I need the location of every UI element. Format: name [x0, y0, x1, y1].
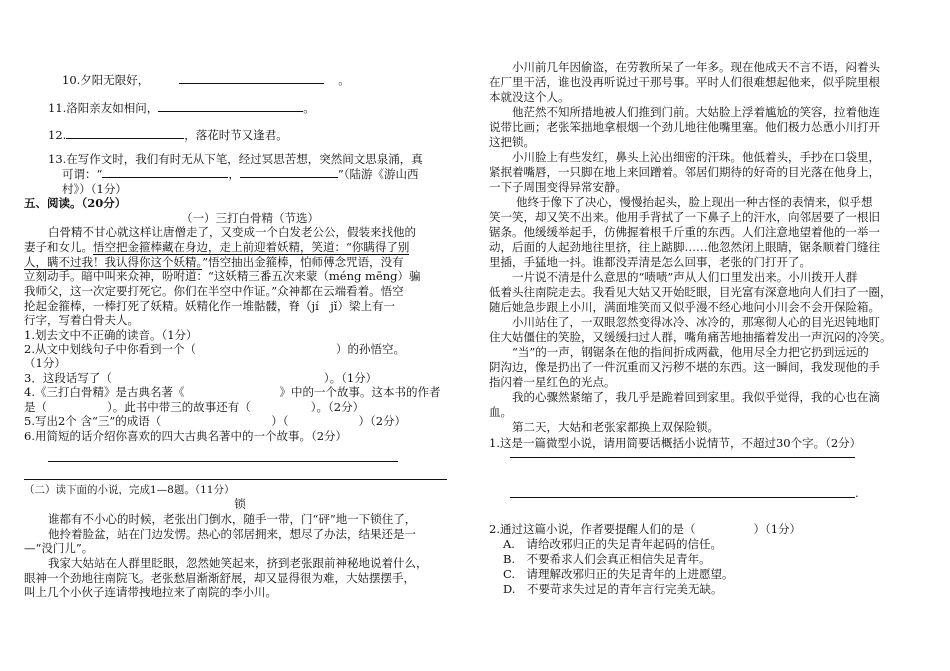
story-line: 一片说不清是什么意思的“啧啧”声从人们口里发出来。小川拨开人群 — [512, 270, 858, 284]
story-line: 小川脸上有些发红，鼻头上沁出细密的汗珠。他低着头，手抄在口袋里， — [512, 150, 880, 164]
story-line: 他茫然不知所措地被人们推到门前。大姑脸上浮着尴尬的笑容，拉着他连 — [512, 105, 880, 119]
answer-blank[interactable] — [102, 167, 228, 178]
question-13-line1: 13.在写作文时，我们有时无从下笔，经过冥思苦想，突然间文思泉涌，真 — [48, 152, 423, 166]
answer-line-end-period: . — [855, 486, 859, 500]
story-line: 住大姑僵住的笑脸，又缓缓扫过人群，嘴角痛苦地抽搐着发出一声沉闷的冷笑。 — [489, 330, 892, 344]
question-10: 10.夕阳无限好， 。 — [62, 73, 350, 87]
reading-question-3: 3．这段话写了（ ）。（1分） — [24, 371, 378, 385]
passage-line: 我师父，这一次定要打死它。你们在半空中作证。”众神都在云端看着。悟空 — [24, 284, 404, 298]
underlined-sentence: 悟空把金箍棒藏在身边，走上前迎着妖精，笑道：“你瞒得了别 — [93, 240, 410, 254]
story-line: 指闪着一星红色的光点。 — [489, 375, 616, 389]
question-13-line2: 可谓：“ ， ”（陆游《游山西 — [62, 167, 419, 181]
story-line: 这把锁。 — [489, 135, 535, 149]
story-line: 紧抿着嘴唇，一只脚在地上来回蹭着。邻居们期待的好奇的目光落在他身上， — [489, 165, 880, 179]
story-line: 锯条。他缓缓举起手，仿佛握着根千斤重的东西。人们注意地望着他的一举一 — [489, 225, 880, 239]
reading-question-6: 6.用简短的话介绍你喜欢的四大古典名著中的一个故事。（2分） — [24, 429, 348, 443]
story-line: 我家大姑站在人群里眨眼，忽然她笑起来，挤到老张跟前神秘地说着什么， — [48, 556, 428, 570]
part2-intro: （二）读下面的小说，完成1—8题。（11分） — [24, 484, 235, 496]
question-11: 11.洛阳亲友如相问， 。 — [48, 101, 315, 115]
reading-question-1: 1.划去文中不正确的读音。（1分） — [24, 328, 198, 342]
option-c[interactable]: C. 请理解改邪归正的失足青年的上进愿望。 — [503, 567, 734, 581]
story-line: 血。 — [489, 405, 512, 419]
passage-line: 行字，写着白骨夫人。 — [24, 313, 139, 327]
reading-question-5: 5.写出2个 含“三”的成语（ ）（ ）（2分） — [24, 414, 407, 428]
story-question-2: 2.通过这篇小说，作者要提醒人们的是（ ）（1分） — [489, 522, 802, 536]
reading-question-2-score: （1分） — [24, 356, 66, 370]
answer-line[interactable] — [510, 497, 855, 498]
passage-line: 白骨精不甘心就这样让唐僧走了，又变成一个白发老公公，假装来找他的 — [48, 225, 416, 239]
reading-question-2: 2.从文中划线句子中你看到一个（ ）的孙悟空。 — [24, 342, 405, 356]
story-line: 眼神一个劲地往南院飞。老张愁眉渐渐舒展，却又显得很为难，大姑摆摆手， — [24, 571, 415, 585]
reading-question-4-cont: 是（ ）。此书中带三的故事还有（ ）。（2分） — [24, 400, 365, 414]
passage-title: （一）三打白骨精（节选） — [181, 211, 319, 225]
story-line: 小川站住了，一双眼忽然变得冰冷、冰冷的，那寒彻人心的目光迟钝地盯 — [512, 315, 880, 329]
story-line: 笑一笑，却又笑不出来。他用手背拭了一下鼻子上的汗水，向邻居要了一根旧 — [489, 210, 880, 224]
story-line: 他拎着脸盆，站在门边发愣。热心的邻居拥来，想尽了办法，结果还是一 — [48, 527, 416, 541]
story-line: 谁都有不小心的时候，老张出门倒水，随手一带，门“砰”地一下锁住了， — [48, 512, 417, 526]
story-line: 动，后面的人起劲地往里挤，往上踮脚……他忽然闭上眼睛，锯条顺着门缝往 — [489, 240, 880, 254]
story-line: 里插，手猛地一抖。谁都没弄清是怎么回事，老张的门打开了。 — [489, 255, 811, 269]
story-line: 他终于像下了决心，慢慢抬起头，脸上现出一种古怪的表情来，似乎想 — [516, 195, 873, 209]
story-line: 第二天，大姑和老张家都换上双保险锁。 — [512, 420, 719, 434]
answer-blank[interactable] — [66, 128, 184, 139]
underlined-sentence: 人，瞒不过我！我认得你这个妖精。 — [24, 255, 203, 269]
reading-question-4: 4.《三打白骨精》是古典名著《 》中的一个故事。这本书的作者 — [24, 385, 441, 399]
passage-line: 抡起金箍棒，一棒打死了妖精。妖精化作一堆骷髅，脊（jí jǐ）梁上有一 — [24, 299, 395, 313]
passage-line: 妻子和女儿。悟空把金箍棒藏在身边，走上前迎着妖精，笑道：“你瞒得了别 — [24, 240, 410, 254]
story-line: 一下子周围变得异常安静。 — [489, 180, 627, 194]
question-12: 12. ，落花时节又逢君。 — [48, 128, 288, 142]
story-line: 小川前几年因偷盗，在劳教所呆了一年多。现在他成天不言不语，闷着头 — [512, 60, 880, 74]
answer-blank[interactable] — [240, 167, 338, 178]
story-line: “当”的一声，钢锯条在他的指间折成两截，他用尽全力把它扔到远远的 — [512, 345, 869, 359]
divider — [24, 479, 447, 480]
option-b[interactable]: B. 不要希求人们会真正相信失足青年。 — [503, 552, 711, 566]
story-line: 低着头往南院走去。我看见大姑又开始眨眼，目光富有深意地向人们扫了一圈， — [489, 285, 892, 299]
story-line: 叫上几个小伙子连请带拽地拉来了南院的李小川。 — [24, 585, 277, 599]
story-line: 说带比画；老张笨拙地拿根烟一个劲儿地往他嘴里塞。他们极力怂恿小川打开 — [489, 120, 880, 134]
answer-line[interactable] — [510, 457, 855, 458]
story-title: 锁 — [234, 497, 246, 511]
option-a[interactable]: A. 请给改邪归正的失足青年起码的信任。 — [503, 537, 722, 551]
story-line: —“没门儿”。 — [24, 541, 94, 555]
passage-line: 立刻动手。暗中叫来众神，吩咐道：“这妖精三番五次来蒙（méng mēng）骗 — [24, 269, 421, 283]
option-d[interactable]: D. 不要苛求失过足的青年言行完美无缺。 — [503, 582, 723, 596]
story-line: 本就没这个人。 — [489, 90, 570, 104]
answer-blank[interactable] — [179, 73, 324, 84]
story-line: 阴沟边，像是扔出了一件沉重而又污秽不堪的东西。这一瞬间，我发现他的手 — [489, 360, 880, 374]
question-13-line3: 村》）（1分） — [62, 182, 127, 196]
story-line: 我的心骤然紧缩了，我几乎是跪着回到家里。我似乎觉得，我的心也在滴 — [512, 390, 880, 404]
story-line: 在厂里干活，谁也没再听说过干那号事。平时人们很难想起他来，似乎院里根 — [489, 75, 880, 89]
section-heading: 五、阅读。（20分） — [24, 196, 127, 210]
answer-line[interactable] — [48, 461, 398, 462]
passage-line: 人，瞒不过我！我认得你这个妖精。”悟空抽出金箍棒，怕师傅念咒语，没有 — [24, 255, 404, 269]
story-question-1: 1.这是一篇微型小说，请用简要话概括小说情节，不超过30个字。（2分） — [489, 436, 862, 450]
answer-blank[interactable] — [158, 101, 303, 112]
story-line: 随后她急步跟上小川，满面堆笑而又似乎漫不经心地问小川会不会开保险箱。 — [489, 300, 880, 314]
